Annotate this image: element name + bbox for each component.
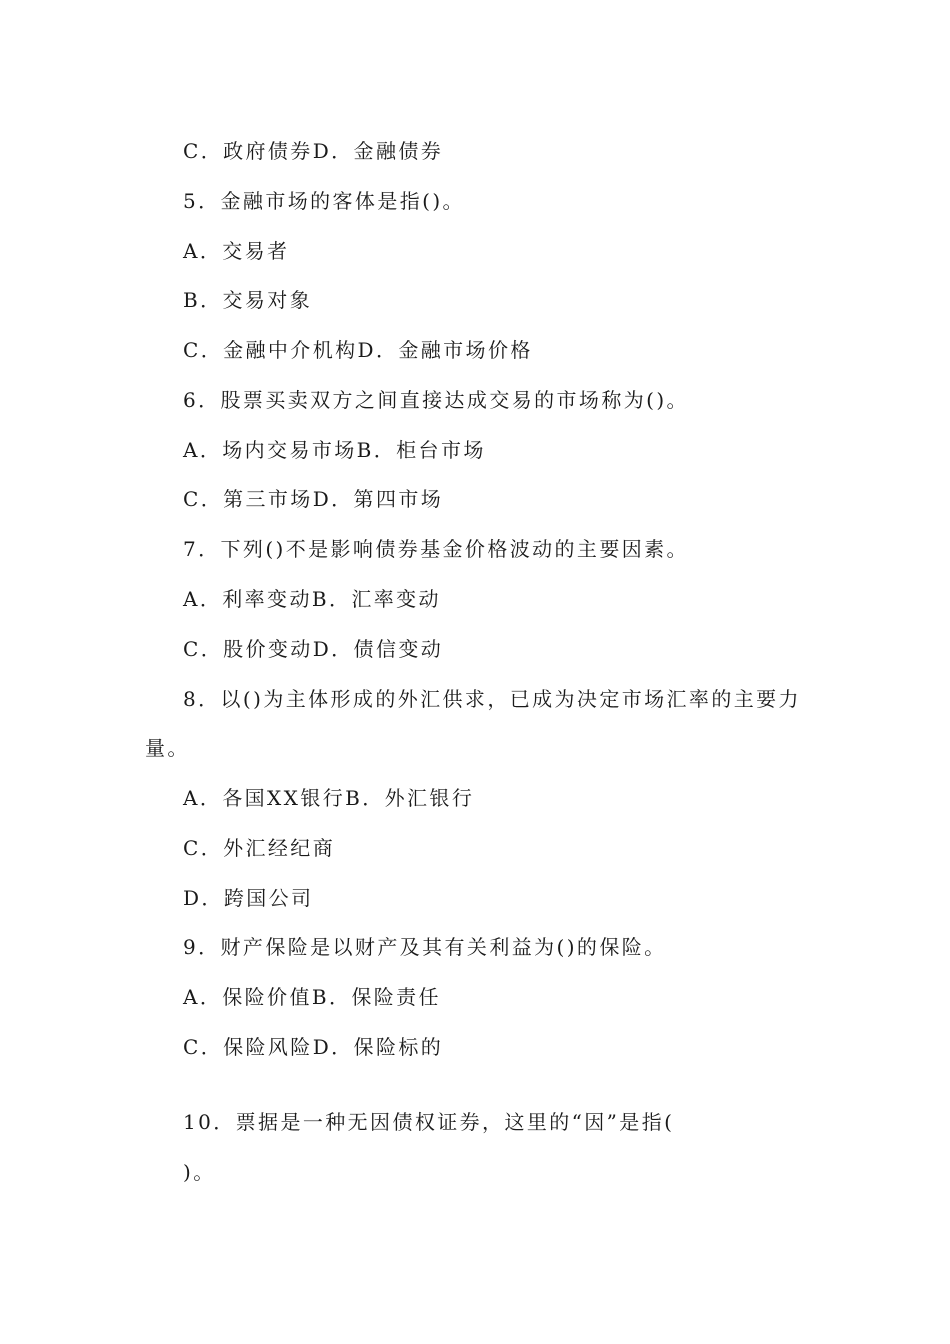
option-a: A．交易者 <box>183 239 290 263</box>
question-9: 9．财产保险是以财产及其有关利益为()的保险。 <box>183 935 667 959</box>
option-line-ab: A．利率变动B．汇率变动 <box>183 587 441 611</box>
question-8-continuation: 量。 <box>145 736 190 760</box>
option-b: B．交易对象 <box>183 288 313 312</box>
option-line-ab: A．保险价值B．保险责任 <box>183 985 441 1009</box>
question-7: 7．下列()不是影响债券基金价格波动的主要因素。 <box>183 537 689 561</box>
question-5: 5．金融市场的客体是指()。 <box>183 189 465 213</box>
option-line-cd: C．股价变动D．债信变动 <box>183 637 444 661</box>
option-c: C．外汇经纪商 <box>183 836 336 860</box>
question-6: 6．股票买卖双方之间直接达成交易的市场称为()。 <box>183 388 689 412</box>
option-line-cd: C．保险风险D．保险标的 <box>183 1035 444 1059</box>
option-line-ab: A．各国XX银行B．外汇银行 <box>183 786 475 810</box>
option-line-ab: A．场内交易市场B．柜台市场 <box>183 438 486 462</box>
question-10-continuation: )。 <box>183 1160 216 1184</box>
option-d: D．跨国公司 <box>183 886 314 910</box>
option-line-cd: C．政府债券D．金融债券 <box>183 139 444 163</box>
question-8: 8．以()为主体形成的外汇供求，已成为决定市场汇率的主要力 <box>183 687 801 711</box>
option-line-cd: C．金融中介机构D．金融市场价格 <box>183 338 533 362</box>
option-line-cd: C．第三市场D．第四市场 <box>183 487 444 511</box>
question-10: 10．票据是一种无因债权证券，这里的“因”是指( <box>183 1110 675 1134</box>
